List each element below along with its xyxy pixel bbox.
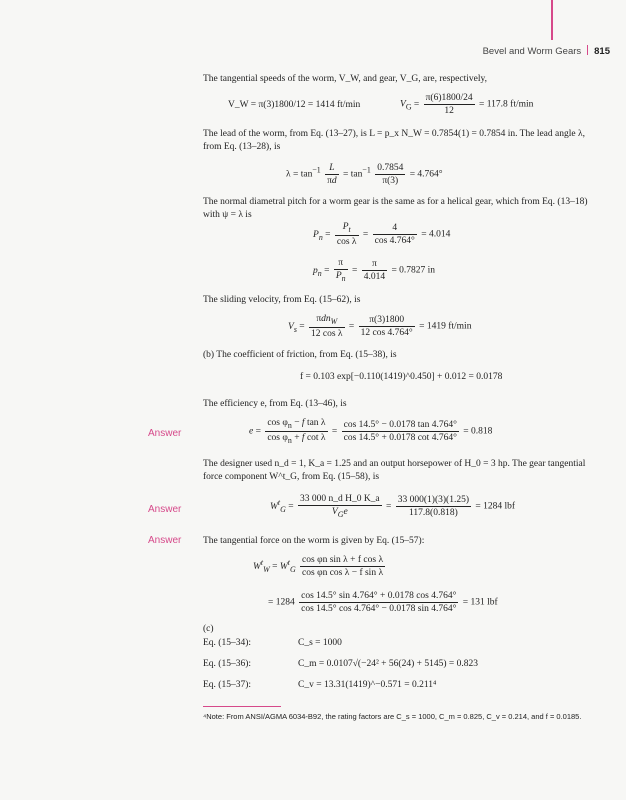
- part-c-eq-label: Eq. (15–36):: [203, 659, 252, 669]
- footnote-rule: [203, 706, 281, 707]
- equation-sliding-velocity: $V_s$ = πdn$_W$ 12 cos λ = $\frac{\pi(3)1800}{12 \cos 4.764^\circ}$ = 1419 ft/min: [288, 314, 472, 339]
- paragraph-worm-force: The tangential force on the worm is given by Eq. (15–57):: [203, 536, 425, 546]
- running-header: [483, 45, 610, 57]
- paragraph-friction: (b) The coefficient of friction, from Eq. (15–38), is: [203, 350, 397, 360]
- running-title: Bevel and Worm Gears: [482, 46, 582, 57]
- equation-friction: f = 0.103 exp[−0.110(1419)^0.450] + 0.012 = 0.0178: [300, 372, 503, 382]
- equation-gear-speed: $V_G$ = $\frac{\pi(6)1800/24}{12}$ = 117.8 ft/min: [400, 93, 534, 116]
- margin-accent-bar: [551, 0, 553, 40]
- part-c-eq-expr: C_s = 1000: [298, 638, 342, 648]
- paragraph-sliding-velocity: The sliding velocity, from Eq. (15–62), is: [203, 295, 361, 305]
- paragraph-designer: The designer used n_d = 1, K_a = 1.25 and an output horsepower of H_0 = 3 hp. The gear tangential force component W^t_G, from Eq. (15–58), is: [203, 459, 586, 482]
- equation-gear-tangential-force: $W^t_G$ = 33 000 n_d H_0 K_a $V_Ge$ = $\frac{33 000(1)(3)(1.25)}{117.8(0.818)}$ = 1284 lbf: [270, 494, 516, 519]
- footnote: ⁴Note: From ANSI/AGMA 6034-B92, the rating factors are C_s = 1000, C_m = 0.825, C_v = 0.214, and f = 0.0185.: [203, 712, 582, 721]
- equation-lead-angle: $\lambda = \tan^{-1}$ $\frac{L}{\pi d}$ = $\tan^{-1}$ $\frac{0.7854}{\pi(3)}$ = 4.764°: [286, 163, 443, 186]
- answer-label: Answer: [148, 504, 182, 515]
- equation-normal-diametral-pitch: $P_n$ = $\frac{P_t}{\text{cos λ}}$ = $\frac{4}{\cos 4.764^\circ}$ = 4.014: [313, 222, 451, 247]
- part-c-label: (c): [203, 624, 214, 634]
- part-c-eq-label: Eq. (15–34):: [203, 638, 252, 648]
- equation-worm-speed: V_W = π(3)1800/12 = 1414 ft/min: [228, 100, 361, 110]
- part-c-eq-label: Eq. (15–37):: [203, 680, 252, 690]
- part-c-eq-expr: C_m = 0.0107√(−24² + 56(24) + 5145) = 0.823: [298, 659, 478, 669]
- equation-worm-force-general: $W^t_W = W^t_G$ $\frac{\text{cos φn sin λ + f cos λ}}{\text{cos φn cos λ − f sin λ}}$: [253, 555, 384, 578]
- equation-normal-circular-pitch: $p_n$ = $\frac{\pi}{P_n}$ = $\frac{\pi}{4.014}$ = 0.7827 in: [313, 258, 436, 283]
- paragraph-speeds: The tangential speeds of the worm, V_W, and gear, V_G, are, respectively,: [203, 74, 488, 84]
- equation-efficiency: e = $\frac{\cos \varphi_n - f \tan \lambda}{\cos \varphi_n + f \cot \lambda}$ = $\frac{\cos 14.5^\circ - 0.0178 \tan 4.764^\circ}{\cos 14.5^\circ + 0.0178 \cot 4.764^\circ}$ = 0.818: [249, 418, 493, 445]
- page-number: 815: [594, 46, 610, 57]
- equation-worm-force-result: = 1284 $\frac{\cos 14.5^\circ \sin 4.764^\circ + 0.0178 \cos 4.764^\circ}{\cos 14.5^\circ \cos 4.764^\circ - 0.0178 \sin 4.764^\circ}$ = 131 lbf: [268, 591, 498, 614]
- paragraph-efficiency: The efficiency e, from Eq. (13–46), is: [203, 399, 347, 409]
- answer-label: Answer: [148, 535, 182, 546]
- answer-label: Answer: [148, 428, 182, 439]
- part-c-eq-expr: C_v = 13.31(1419)^−0.571 = 0.211⁴: [298, 680, 437, 690]
- paragraph-lead: The lead of the worm, from Eq. (13–27), is L = p_x N_W = 0.7854(1) = 0.7854 in. The lead angle λ, from Eq. (13–28), is: [203, 129, 585, 152]
- paragraph-normal-pitch: The normal diametral pitch for a worm gear is the same as for a helical gear, which from Eq. (13–18) with ψ = λ is: [203, 197, 588, 220]
